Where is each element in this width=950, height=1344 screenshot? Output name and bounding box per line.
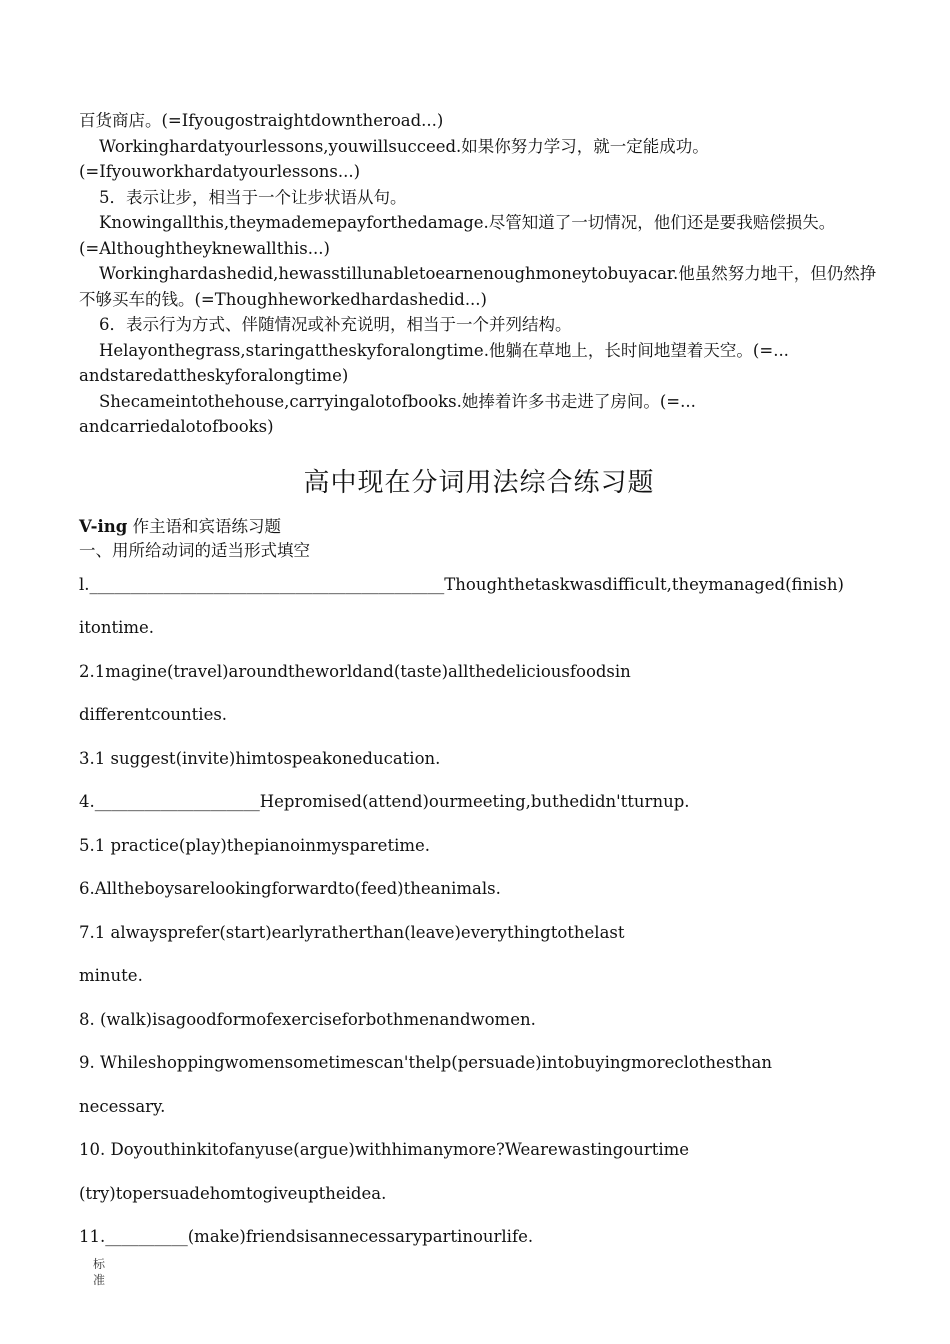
exercise-line: 11.__________(make)friendsisannecessarypartinourlife. <box>79 1227 534 1246</box>
intro-line: 不够买车的钱。(=Thoughheworkedhardashedid...) <box>79 289 487 309</box>
exercise-line: l.___________________________________________Thoughthetaskwasdifficult,theymanaged(finish) <box>79 574 844 594</box>
intro-line: (=Althoughtheyknewallthis...) <box>79 238 330 258</box>
exercise-line: (try)topersuadehomtogiveuptheidea. <box>79 1183 387 1203</box>
footer-char: 准 <box>92 1273 105 1287</box>
intro-line: (=Ifyouworkhardatyourlessons...) <box>79 162 361 181</box>
intro-line: andstaredattheskyforalongtime) <box>79 366 349 385</box>
page-footer <box>91 1256 107 1288</box>
exercise-line: 7.1 alwaysprefer(start)earlyratherthan(leave)everythingtothelast <box>79 922 625 942</box>
intro-line: Shecameintothehouse,carryingalotofbooks.她捧着许多书走进了房间。(=... <box>99 391 696 411</box>
intro-line: Workinghardatyourlessons,youwillsucceed.如果你努力学习，就一定能成功。 <box>99 136 709 156</box>
exercise-line: 5.1 practice(play)thepianoinmysparetime. <box>79 835 431 855</box>
intro-line: Helayonthegrass,staringattheskyforalongtime.他躺在草地上，长时间地望着天空。(=... <box>99 340 789 360</box>
section-heading <box>79 515 879 539</box>
intro-line: Knowingallthis,theymademepayforthedamage.尽管知道了一切情况，他们还是要我赔偿损失。 <box>99 213 836 232</box>
exercise-line: differentcounties. <box>79 705 228 724</box>
intro-line: 百货商店。(=Ifyougostraightdowntheroad...) <box>79 111 444 130</box>
page-title: 高中现在分词用法综合练习题 <box>303 467 655 498</box>
exercise-section-header <box>79 515 879 563</box>
footer-char: 标 <box>92 1257 105 1271</box>
exercise-line: 9. Whileshoppingwomensometimescan'thelp(persuade)intobuyingmoreclothesthan <box>79 1053 772 1072</box>
section-subheading: 一、用所给动词的适当形式填空 <box>79 540 310 560</box>
exercise-list <box>79 563 879 1259</box>
exercise-line: 8. (walk)isagoodformofexerciseforbothmenandwomen. <box>79 1009 536 1029</box>
exercise-line: minute. <box>79 966 143 985</box>
intro-line: 5．表示让步，相当于一个让步状语从句。 <box>99 187 407 207</box>
section-heading-bold: V-ing <box>79 516 128 536</box>
section-heading-rest: 作主语和宾语练习题 <box>127 516 282 536</box>
document-page <box>79 108 879 1259</box>
intro-line: 6．表示行为方式、伴随情况或补充说明，相当于一个并列结构。 <box>99 315 572 334</box>
exercise-line: necessary. <box>79 1096 166 1116</box>
exercise-line: 3.1 suggest(invite)himtospeakoneducation. <box>79 748 441 768</box>
exercise-line: 6.Alltheboysarelookingforwardto(feed)theanimals. <box>79 879 501 898</box>
intro-line: Workinghardashedid,hewasstillunabletoearnenoughmoneytobuyacar.他虽然努力地干，但仍然挣 <box>99 264 877 283</box>
intro-line: andcarriedalotofbooks) <box>79 417 274 436</box>
exercise-line: 2.1magine(travel)aroundtheworldand(taste)allthedeliciousfoodsin <box>79 661 631 681</box>
exercise-line: 4.____________________Hepromised(attend)ourmeeting,buthedidn'tturnup. <box>79 792 690 811</box>
exercise-line: itontime. <box>79 618 155 637</box>
exercise-line: 10. Doyouthinkitofanyuse(argue)withhimanymore?Wearewastingourtime <box>79 1140 690 1159</box>
intro-text <box>79 108 879 440</box>
